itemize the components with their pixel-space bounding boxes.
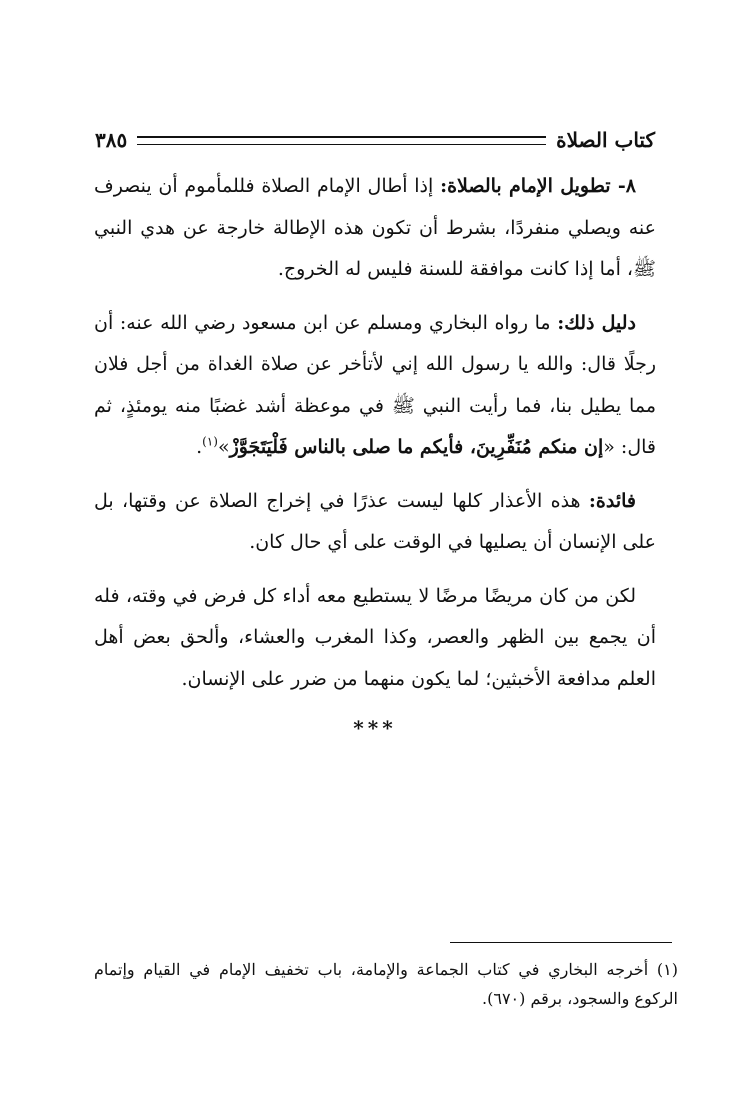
section-separator: *** — [353, 716, 397, 740]
main-text — [94, 166, 656, 750]
sentence-end: . — [196, 436, 203, 458]
paragraph-sick-combining — [94, 576, 656, 701]
benefit-label: فائدة: — [588, 489, 636, 512]
paragraph-benefit — [94, 481, 656, 564]
quote-close: » — [217, 436, 230, 458]
paragraph-text: إذا أطال الإمام الصلاة فللمأموم أن ينصرف عنه ويصلي منفردًا، بشرط أن تكون هذه الإطالة خارجة عن هدي النبي ﷺ، أما إذا كانت موافقة للسنة فليس له الخروج. — [94, 175, 656, 280]
footnote-ref: (١) — [202, 434, 218, 449]
paragraph-text: هذه الأعذار كلها ليست عذرًا في إخراج الصلاة عن وقتها، بل على الإنسان أن يصليها في الوقت على أي حال كان. — [94, 489, 656, 553]
hadith-quote: إن منكم مُنَفِّرِينَ، فأيكم ما صلى بالناس فَلْيَتَجَوَّزْ — [229, 436, 604, 458]
paragraph-imam-lengthening — [94, 166, 656, 291]
footnote-rule — [450, 942, 672, 943]
chapter-title: كتاب الصلاة — [556, 128, 655, 152]
paragraph-evidence — [94, 303, 656, 469]
header-rule — [137, 136, 546, 145]
paragraph-text: لكن من كان مريضًا مرضًا لا يستطيع معه أداء كل فرض في وقته، فله أن يجمع بين الظهر والعصر، وكذا المغرب والعشاء، وألحق بعض أهل العلم مدافعة الأخبثين؛ لما يكون منهما من ضرر على الإنسان. — [94, 584, 656, 690]
section-heading: ٨- تطويل الإمام بالصلاة: — [440, 175, 637, 197]
paragraph-text: ما رواه البخاري ومسلم عن ابن مسعود رضي الله عنه: أن رجلًا قال: والله يا رسول الله إني لأتأخر عن صلاة الغداة من أجل فلان مما يطيل بنا، فما رأيت النبي ﷺ في موعظة أشد غضبًا منه يومئذٍ، ثم قال: « — [94, 311, 656, 458]
evidence-label: دليل ذلك: — [557, 311, 637, 334]
page-number: ٣٨٥ — [95, 128, 128, 152]
running-header — [95, 124, 655, 156]
footnote: (١) أخرجه البخاري في كتاب الجماعة والإمامة، باب تخفيف الإمام في القيام وإتمام الركوع والسجود، برقم (٦٧٠). — [94, 960, 678, 1008]
